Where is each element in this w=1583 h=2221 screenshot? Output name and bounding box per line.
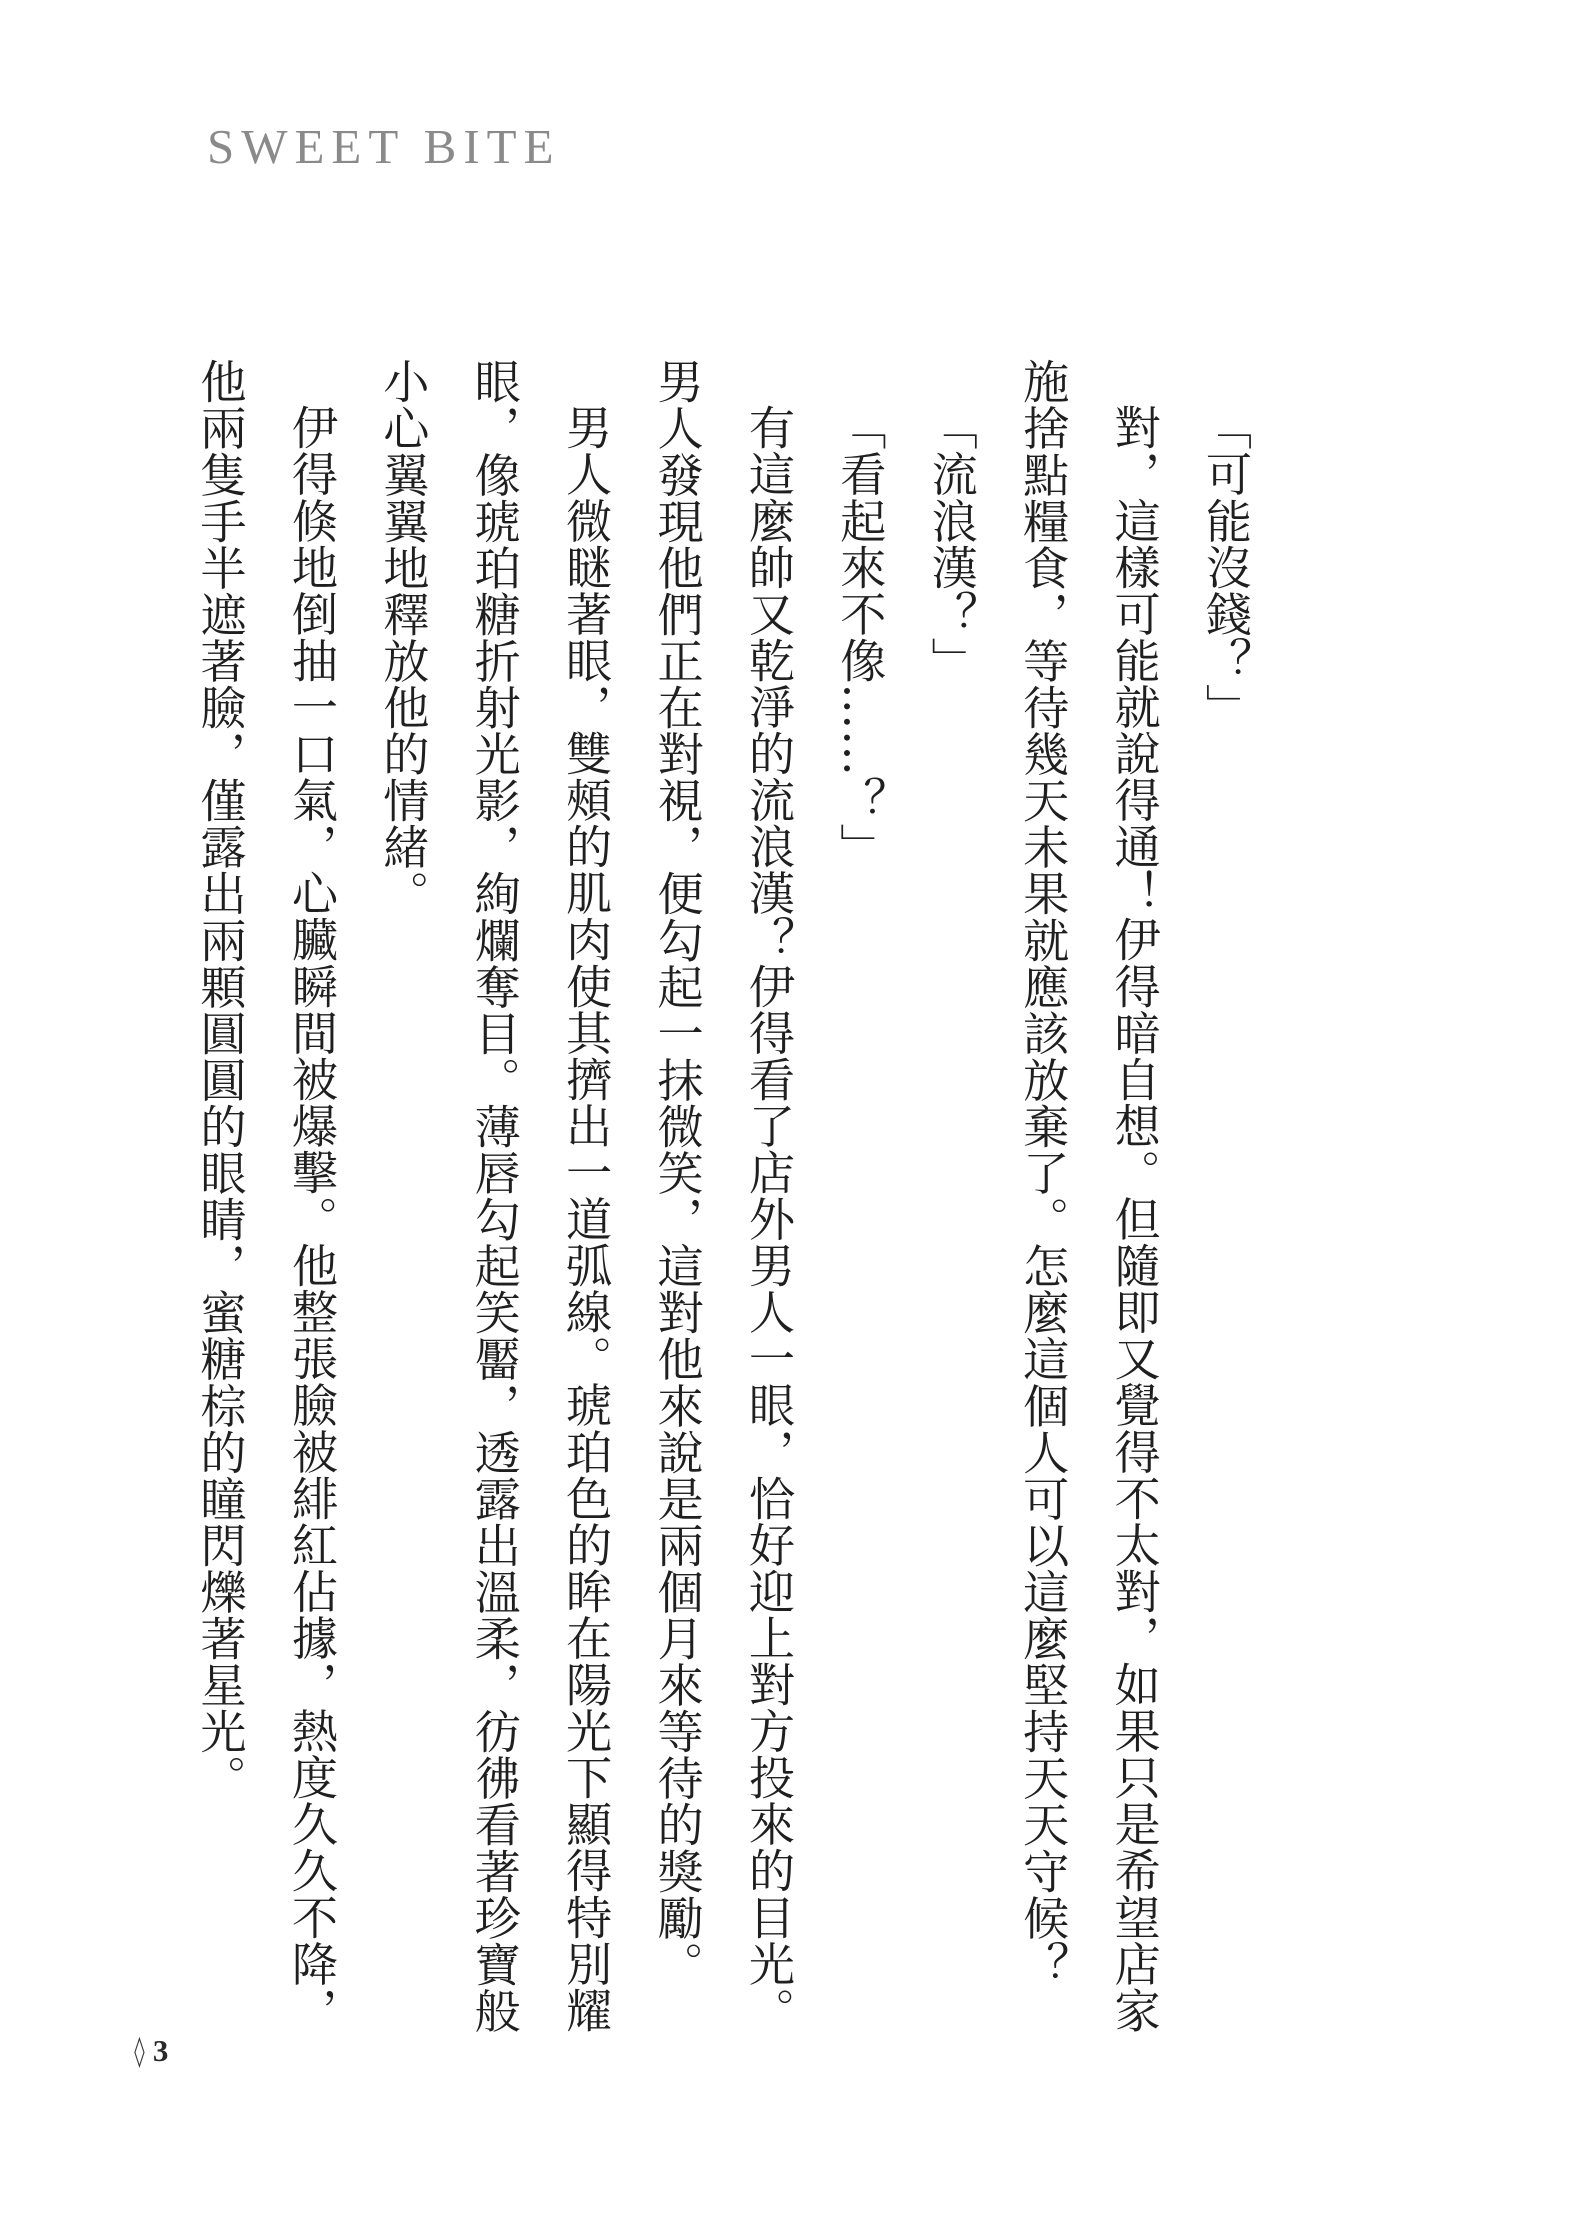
page-footer <box>132 2033 168 2069</box>
paragraph-quote-3: 「看起來不像……？」 <box>833 404 888 870</box>
running-header-title: SWEET BITE <box>207 119 561 174</box>
paragraph-narration-1: 對，這樣可能就說得通！伊得暗自想。但隨即又覺得不太對，如果只是希望店家施捨點糧食，等待幾天未果就應該放棄了。怎麼這個人可以這麼堅持天天守候？ <box>1016 358 1162 2034</box>
paragraph-narration-2: 有這麼帥又乾淨的流浪漢？伊得看了店外男人一眼，恰好迎上對方投來的目光。男人發現他們正在對視，便勾起一抹微笑，這對他來說是兩個月來等待的獎勵。 <box>650 358 796 2034</box>
paragraph-narration-4: 伊得倏地倒抽一口氣，心臟瞬間被爆擊。他整張臉被緋紅佔據，熱度久久不降，他兩隻手半遮著臉，僅露出兩顆圓圓的眼睛，蜜糖棕的瞳閃爍著星光。 <box>193 358 339 2034</box>
paragraph-narration-3: 男人微瞇著眼，雙頰的肌肉使其擠出一道弧線。琥珀色的眸在陽光下顯得特別耀眼，像琥珀糖折射光影，絢爛奪目。薄唇勾起笑靨，透露出溫柔，彷彿看著珍寶般小心翼翼地釋放他的情緒。 <box>376 358 614 2034</box>
vertical-text-body <box>174 358 1271 2078</box>
diamond-outline-icon: ◊ <box>134 2033 145 2069</box>
paragraph-quote-1: 「可能沒錢？」 <box>1199 404 1253 731</box>
paragraph-quote-2: 「流浪漢？」 <box>924 404 979 684</box>
page-number: 3 <box>152 2033 169 2068</box>
